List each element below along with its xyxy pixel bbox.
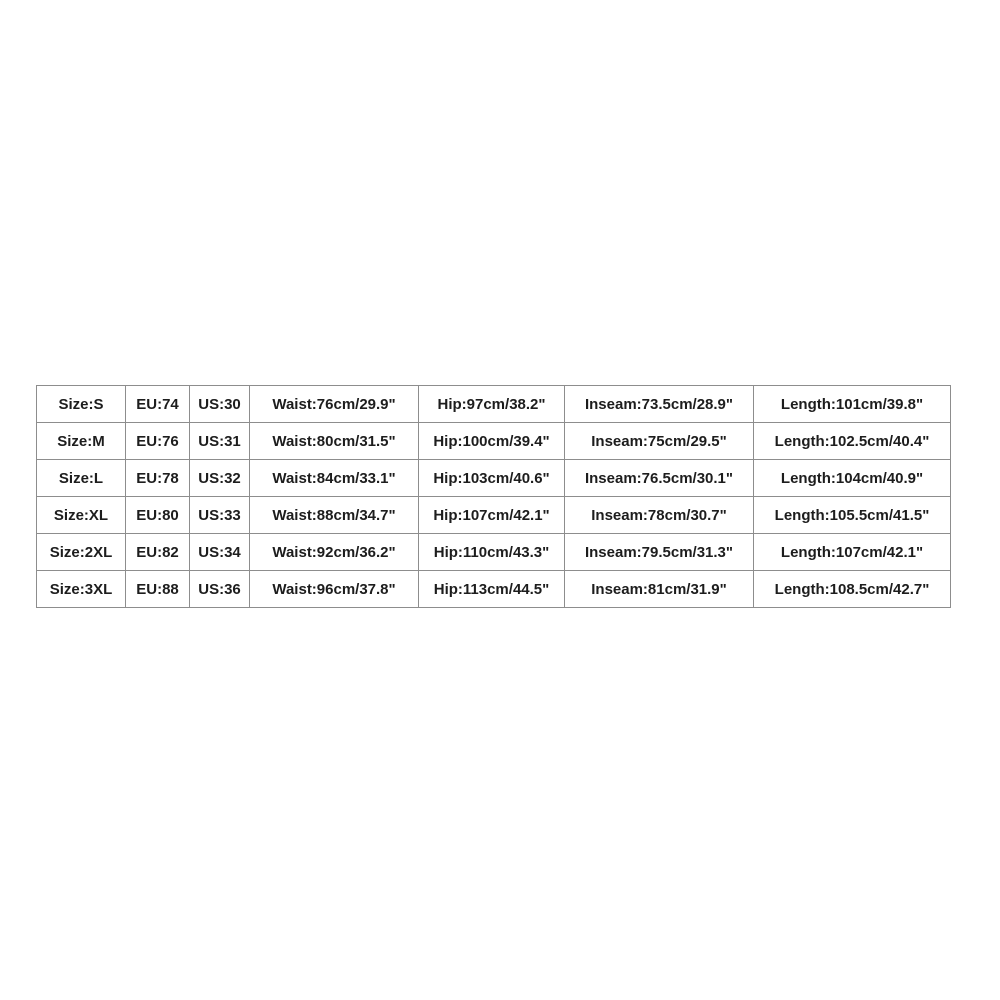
- hip-cell: Hip:110cm/43.3": [419, 534, 565, 571]
- table-row: [37, 497, 951, 534]
- waist-cell: Waist:88cm/34.7": [250, 497, 419, 534]
- length-cell: Length:101cm/39.8": [754, 386, 951, 423]
- length-cell: Length:108.5cm/42.7": [754, 571, 951, 608]
- eu-cell: EU:76: [126, 423, 190, 460]
- length-cell: Length:102.5cm/40.4": [754, 423, 951, 460]
- inseam-cell: Inseam:73.5cm/28.9": [565, 386, 754, 423]
- table-row: [37, 386, 951, 423]
- size-cell: Size:XL: [37, 497, 126, 534]
- inseam-cell: Inseam:78cm/30.7": [565, 497, 754, 534]
- eu-cell: EU:78: [126, 460, 190, 497]
- eu-cell: EU:74: [126, 386, 190, 423]
- eu-cell: EU:82: [126, 534, 190, 571]
- table-row: [37, 534, 951, 571]
- us-cell: US:30: [190, 386, 250, 423]
- inseam-cell: Inseam:81cm/31.9": [565, 571, 754, 608]
- table-row: [37, 460, 951, 497]
- hip-cell: Hip:100cm/39.4": [419, 423, 565, 460]
- waist-cell: Waist:76cm/29.9": [250, 386, 419, 423]
- inseam-cell: Inseam:79.5cm/31.3": [565, 534, 754, 571]
- hip-cell: Hip:113cm/44.5": [419, 571, 565, 608]
- waist-cell: Waist:80cm/31.5": [250, 423, 419, 460]
- inseam-cell: Inseam:76.5cm/30.1": [565, 460, 754, 497]
- size-chart-table-body: [37, 386, 951, 608]
- length-cell: Length:107cm/42.1": [754, 534, 951, 571]
- us-cell: US:32: [190, 460, 250, 497]
- size-cell: Size:2XL: [37, 534, 126, 571]
- waist-cell: Waist:84cm/33.1": [250, 460, 419, 497]
- us-cell: US:33: [190, 497, 250, 534]
- size-cell: Size:M: [37, 423, 126, 460]
- size-cell: Size:S: [37, 386, 126, 423]
- size-chart-table: [36, 385, 951, 608]
- us-cell: US:36: [190, 571, 250, 608]
- us-cell: US:34: [190, 534, 250, 571]
- waist-cell: Waist:92cm/36.2": [250, 534, 419, 571]
- size-cell: Size:3XL: [37, 571, 126, 608]
- size-cell: Size:L: [37, 460, 126, 497]
- hip-cell: Hip:103cm/40.6": [419, 460, 565, 497]
- hip-cell: Hip:107cm/42.1": [419, 497, 565, 534]
- table-row: [37, 571, 951, 608]
- us-cell: US:31: [190, 423, 250, 460]
- length-cell: Length:105.5cm/41.5": [754, 497, 951, 534]
- eu-cell: EU:88: [126, 571, 190, 608]
- table-row: [37, 423, 951, 460]
- waist-cell: Waist:96cm/37.8": [250, 571, 419, 608]
- eu-cell: EU:80: [126, 497, 190, 534]
- length-cell: Length:104cm/40.9": [754, 460, 951, 497]
- hip-cell: Hip:97cm/38.2": [419, 386, 565, 423]
- inseam-cell: Inseam:75cm/29.5": [565, 423, 754, 460]
